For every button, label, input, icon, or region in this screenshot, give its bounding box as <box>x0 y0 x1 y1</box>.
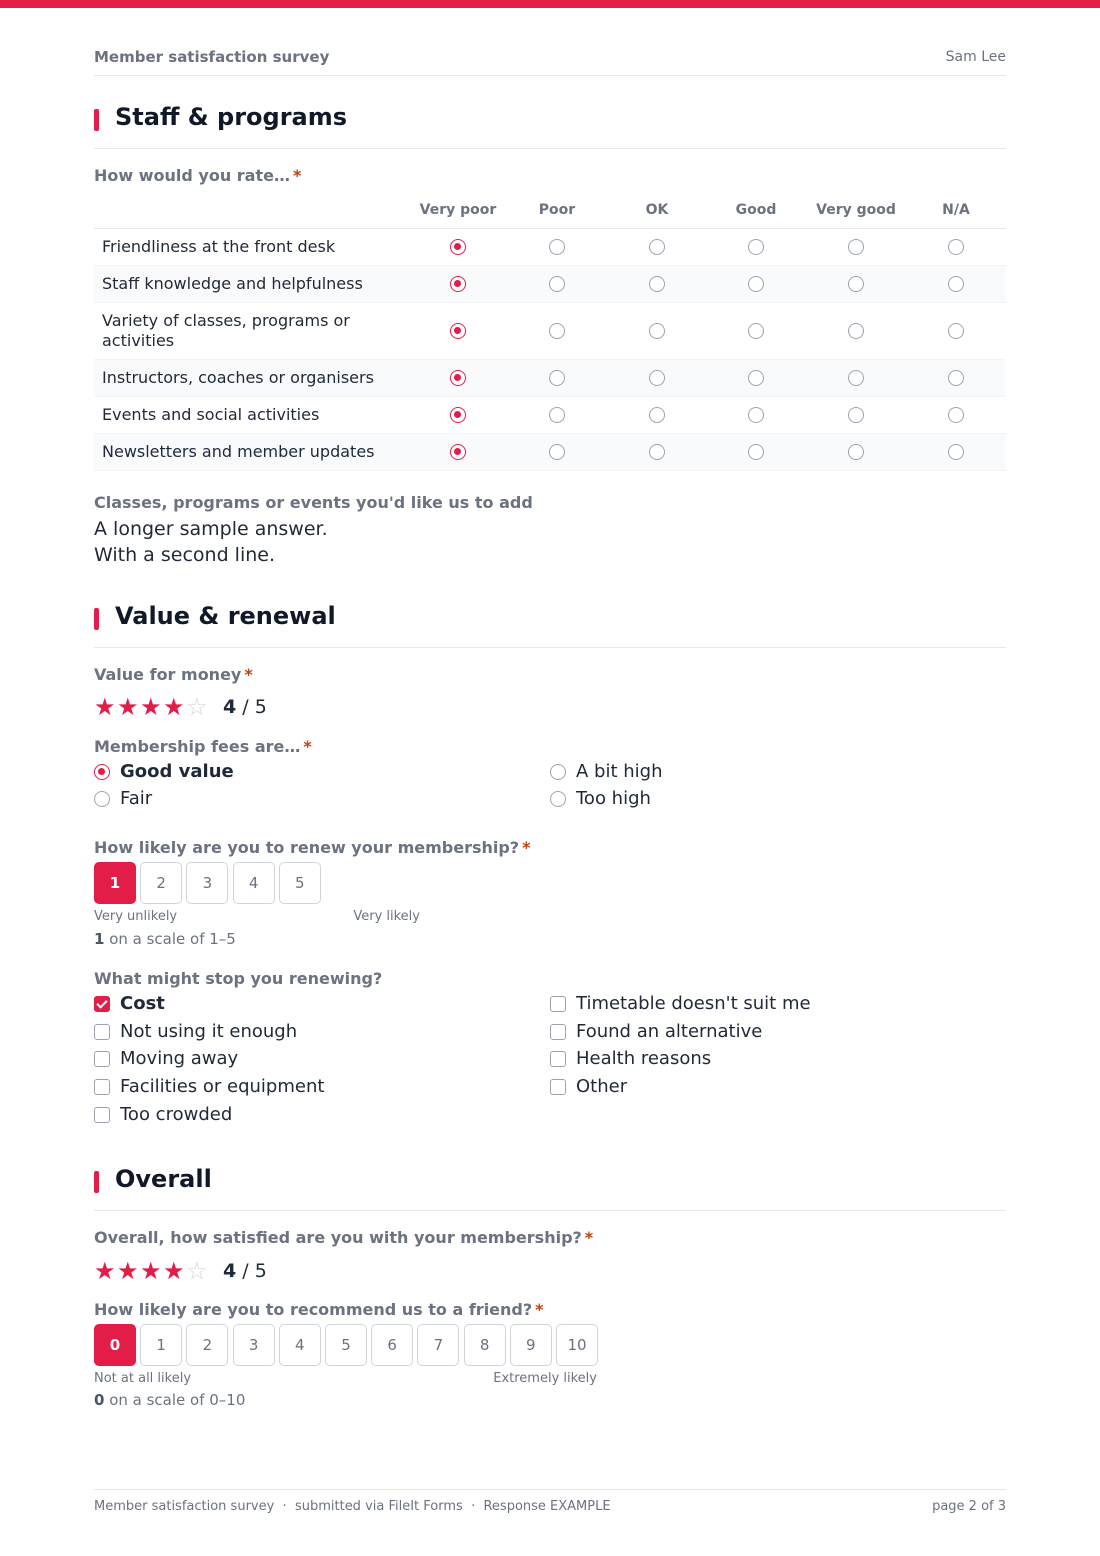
add-programs-label: Classes, programs or events you'd like us to add <box>94 493 533 512</box>
star-filled-icon[interactable]: ★ <box>117 1257 139 1285</box>
stop-renewing-label: What might stop you renewing? <box>94 969 383 988</box>
section-overall <box>94 1165 1006 1211</box>
matrix-radio[interactable] <box>748 407 764 423</box>
option-label: Too high <box>576 788 651 809</box>
question-text: How likely are you to renew your membership? <box>94 838 520 857</box>
required-mark: * <box>303 737 312 756</box>
matrix-radio[interactable] <box>748 444 764 460</box>
star-filled-icon[interactable]: ★ <box>117 693 139 721</box>
matrix-radio[interactable] <box>450 407 466 423</box>
matrix-radio[interactable] <box>948 239 964 255</box>
checkbox[interactable] <box>550 1024 566 1040</box>
scale-option-button[interactable]: 10 <box>556 1324 598 1366</box>
matrix-body <box>94 229 1006 471</box>
checkbox[interactable] <box>94 996 110 1012</box>
overall-satisfaction-rating[interactable] <box>94 1257 267 1287</box>
option-label: Found an alternative <box>576 1021 763 1042</box>
matrix-radio[interactable] <box>948 407 964 423</box>
matrix-radio[interactable] <box>649 323 665 339</box>
scale-option-button[interactable]: 4 <box>279 1324 321 1366</box>
required-mark: * <box>244 665 253 684</box>
matrix-radio[interactable] <box>848 407 864 423</box>
checkbox[interactable] <box>94 1107 110 1123</box>
matrix-header <box>94 192 1006 229</box>
matrix-radio[interactable] <box>549 323 565 339</box>
matrix-column-header: OK <box>645 202 669 218</box>
checkbox[interactable] <box>550 996 566 1012</box>
scale-option-button[interactable]: 4 <box>233 862 275 904</box>
overall-satisfaction-label <box>94 1228 593 1247</box>
matrix-row <box>94 266 1006 303</box>
matrix-radio[interactable] <box>649 276 665 292</box>
matrix-column-header: Poor <box>538 202 576 218</box>
matrix-row-label: Events and social activities <box>102 405 320 424</box>
matrix-row <box>94 303 1006 360</box>
matrix-row <box>94 360 1006 397</box>
option-label: Not using it enough <box>120 1021 298 1042</box>
survey-title: Member satisfaction survey <box>94 48 330 66</box>
matrix-radio[interactable] <box>948 276 964 292</box>
star-filled-icon[interactable]: ★ <box>140 693 162 721</box>
matrix-radio[interactable] <box>748 276 764 292</box>
star-filled-icon[interactable]: ★ <box>94 693 116 721</box>
matrix-radio[interactable] <box>948 323 964 339</box>
question-text: Overall, how satisfied are you with your membership? <box>94 1228 582 1247</box>
matrix-row-label: Staff knowledge and helpfulness <box>102 274 363 293</box>
required-mark: * <box>292 166 302 185</box>
section-marker <box>94 109 99 131</box>
matrix-row-label: Instructors, coaches or organisers <box>102 368 374 387</box>
matrix-column-header: Very good <box>816 202 896 218</box>
recommend-max-label: Extremely likely <box>493 1371 597 1386</box>
matrix-radio[interactable] <box>450 370 466 386</box>
answer-line: With a second line. <box>94 544 275 566</box>
renew-min-label: Very unlikely <box>94 909 178 924</box>
matrix-radio[interactable] <box>549 370 565 386</box>
question-text: How would you rate… <box>94 166 290 185</box>
recommend-label <box>94 1300 544 1319</box>
question-text: How likely are you to recommend us to a friend? <box>94 1300 533 1319</box>
matrix-radio[interactable] <box>948 370 964 386</box>
matrix-radio[interactable] <box>549 239 565 255</box>
option-label: A bit high <box>576 761 663 782</box>
checkbox[interactable] <box>550 1051 566 1067</box>
option-label: Health reasons <box>576 1048 712 1069</box>
option-label: Other <box>576 1076 628 1097</box>
section-marker <box>94 608 99 630</box>
option-label: Too crowded <box>120 1104 233 1125</box>
scale-option-button[interactable]: 9 <box>510 1324 552 1366</box>
radio-button[interactable] <box>94 764 110 780</box>
scale-option-button[interactable]: 8 <box>464 1324 506 1366</box>
option-label: Cost <box>120 993 165 1014</box>
required-mark: * <box>522 838 531 857</box>
scale-option-button[interactable]: 2 <box>186 1324 228 1366</box>
section-marker <box>94 1171 99 1193</box>
answer-line: A longer sample answer. <box>94 518 328 540</box>
page-footer <box>94 1489 1006 1519</box>
matrix-radio[interactable] <box>748 323 764 339</box>
star-empty-icon[interactable]: ☆ <box>186 1257 208 1285</box>
option-label: Fair <box>120 788 153 809</box>
recommend-value: 0 <box>94 1391 105 1409</box>
option-label: Facilities or equipment <box>120 1076 325 1097</box>
value-for-money-label <box>94 665 253 684</box>
recommend-value-note <box>94 1391 245 1409</box>
section-title: Staff & programs <box>115 103 348 131</box>
recommend-min-label: Not at all likely <box>94 1371 192 1386</box>
add-programs-answer <box>94 516 328 568</box>
renew-label <box>94 838 530 857</box>
matrix-column-header: N/A <box>942 202 970 218</box>
matrix-radio[interactable] <box>848 276 864 292</box>
scale-option-button[interactable]: 6 <box>371 1324 413 1366</box>
matrix-row <box>94 434 1006 471</box>
value-for-money-rating[interactable] <box>94 693 267 723</box>
matrix-row-label: Newsletters and member updates <box>102 442 375 461</box>
option-label: Moving away <box>120 1048 239 1069</box>
checkbox[interactable] <box>94 1024 110 1040</box>
rating-number: 4 <box>223 696 237 718</box>
matrix-radio[interactable] <box>649 239 665 255</box>
rating-matrix <box>94 192 1006 471</box>
matrix-column-header: Good <box>735 202 777 218</box>
scale-text: on a scale of 0–10 <box>104 1391 246 1409</box>
top-accent-bar <box>0 0 1100 8</box>
scale-option-button[interactable]: 5 <box>279 862 321 904</box>
checkbox[interactable] <box>94 1051 110 1067</box>
section-title: Value & renewal <box>115 602 336 630</box>
question-text: Value for money <box>94 665 242 684</box>
scale-option-button[interactable]: 2 <box>140 862 182 904</box>
page-number: page 2 of 3 <box>932 1499 1006 1514</box>
page-header <box>94 48 1006 76</box>
rating-value <box>223 696 267 718</box>
required-mark: * <box>584 1228 594 1247</box>
scale-option-button[interactable]: 1 <box>94 862 136 904</box>
option-label: Good value <box>120 761 234 782</box>
matrix-radio[interactable] <box>450 323 466 339</box>
respondent-name: Sam Lee <box>945 49 1006 65</box>
star-filled-icon[interactable]: ★ <box>140 1257 162 1285</box>
rating-max: / 5 <box>236 696 267 718</box>
renew-value-note <box>94 930 236 948</box>
matrix-column-header: Very poor <box>419 202 497 218</box>
matrix-radio[interactable] <box>549 444 565 460</box>
option-label: Timetable doesn't suit me <box>576 993 811 1014</box>
matrix-radio[interactable] <box>848 444 864 460</box>
radio-button[interactable] <box>550 764 566 780</box>
scale-option-button[interactable]: 5 <box>325 1324 367 1366</box>
scale-option-button[interactable]: 3 <box>186 862 228 904</box>
section-staff-programs <box>94 103 1006 149</box>
section-title: Overall <box>115 1165 212 1193</box>
star-filled-icon[interactable]: ★ <box>94 1257 116 1285</box>
star-empty-icon[interactable]: ☆ <box>186 693 208 721</box>
section-value-renewal <box>94 602 1006 648</box>
rating-max: / 5 <box>236 1260 267 1282</box>
matrix-radio[interactable] <box>549 407 565 423</box>
rating-value <box>223 1260 267 1282</box>
matrix-radio[interactable] <box>649 370 665 386</box>
matrix-radio[interactable] <box>948 444 964 460</box>
required-mark: * <box>535 1300 544 1319</box>
question-text: Membership fees are… <box>94 737 301 756</box>
scale-option-button[interactable]: 7 <box>417 1324 459 1366</box>
scale-option-button[interactable]: 1 <box>140 1324 182 1366</box>
matrix-radio[interactable] <box>748 239 764 255</box>
star-filled-icon[interactable]: ★ <box>163 1257 185 1285</box>
star-filled-icon[interactable]: ★ <box>163 693 185 721</box>
matrix-radio[interactable] <box>450 444 466 460</box>
matrix-radio[interactable] <box>748 370 764 386</box>
scale-option-button[interactable]: 3 <box>233 1324 275 1366</box>
radio-button[interactable] <box>94 791 110 807</box>
rating-number: 4 <box>223 1260 237 1282</box>
matrix-radio[interactable] <box>450 239 466 255</box>
matrix-radio[interactable] <box>649 444 665 460</box>
radio-button[interactable] <box>550 791 566 807</box>
renew-max-label: Very likely <box>353 909 420 924</box>
scale-option-button[interactable]: 0 <box>94 1324 136 1366</box>
matrix-question-label <box>94 166 301 185</box>
checkbox[interactable] <box>550 1079 566 1095</box>
checkbox[interactable] <box>94 1079 110 1095</box>
matrix-radio[interactable] <box>848 239 864 255</box>
scale-text: on a scale of 1–5 <box>104 930 236 948</box>
matrix-radio[interactable] <box>450 276 466 292</box>
matrix-row-label: Friendliness at the front desk <box>102 237 336 256</box>
matrix-radio[interactable] <box>649 407 665 423</box>
matrix-row-label: Variety of classes, programs or activities <box>102 311 350 350</box>
matrix-radio[interactable] <box>848 370 864 386</box>
matrix-radio[interactable] <box>848 323 864 339</box>
matrix-row <box>94 397 1006 434</box>
matrix-row <box>94 229 1006 266</box>
fees-label <box>94 737 312 756</box>
footer-info: Member satisfaction survey · submitted via FileIt Forms · Response EXAMPLE <box>94 1499 611 1514</box>
renew-value: 1 <box>94 930 105 948</box>
matrix-radio[interactable] <box>549 276 565 292</box>
